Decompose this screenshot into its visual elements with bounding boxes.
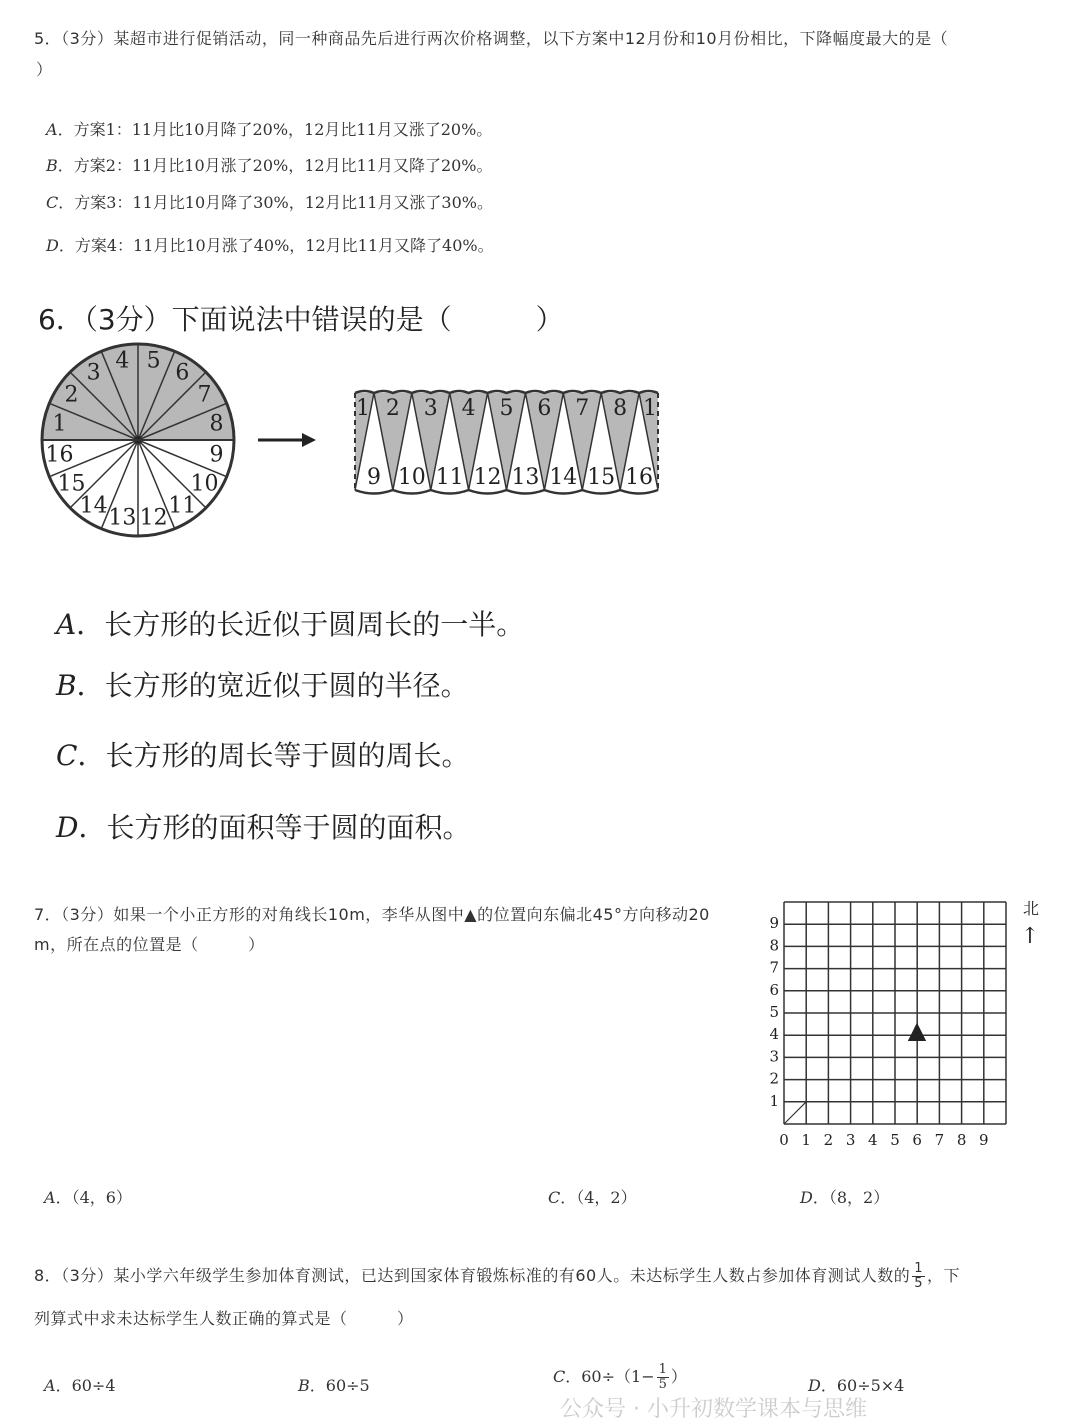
grid-x-label: 4 (868, 1131, 878, 1149)
circle-sector-label: 1 (52, 411, 67, 437)
q8-stem-line1: 8．（3分）某小学六年级学生参加体育测试，已达到国家体育锻炼标准的有60人。未达标学生人数占参加体育测试人数的 $\frac{1}{5}$ ，下 (34, 1261, 961, 1291)
q8-stem-line2: 列算式中求未达标学生人数正确的算式是（ ） (34, 1309, 414, 1328)
strip-bottom-label: 15 (587, 465, 616, 490)
grid-diagonal (784, 1102, 806, 1124)
grid-x-labels (779, 1131, 988, 1149)
grid-x-label: 9 (979, 1131, 989, 1149)
coordinate-grid (784, 902, 1006, 1124)
q7-option-c: C．（4，2） (548, 1188, 637, 1207)
strip-bottom-label: 9 (366, 465, 381, 490)
strip-bottom-label: 12 (473, 465, 502, 490)
grid-x-label: 5 (890, 1131, 900, 1149)
grid-x-label: 6 (912, 1131, 922, 1149)
grid-y-label: 2 (769, 1069, 779, 1088)
watermark: 公众号 · 小升初数学课本与思维 (560, 1397, 867, 1422)
q6-stem: 6．（3分）下面说法中错误的是（ ） (38, 303, 564, 336)
north-label: 北 (1022, 899, 1040, 918)
circle-sector-label: 14 (79, 493, 108, 519)
q8-fraction: $\frac{1}{5}$ (914, 1261, 924, 1291)
strip-bottom-label: 11 (435, 465, 464, 490)
strip-bottom-label: 10 (397, 465, 426, 490)
q7-option-a: A．（4，6） (44, 1188, 132, 1207)
grid-x-label: 8 (956, 1131, 967, 1149)
q6-figure (30, 335, 680, 550)
circle-sector-label: 13 (108, 505, 137, 531)
q7-stem-line1: 7．（3分）如果一个小正方形的对角线长10m，李华从图中▲的位置向东偏北45°方向移动20 (34, 905, 710, 924)
grid-y-label: 9 (769, 914, 779, 933)
strip-top-label: 3 (423, 396, 438, 421)
strip-top-label: 5 (499, 396, 514, 421)
circle-sector-label: 16 (45, 442, 74, 468)
q7-stem-line2: m，所在点的位置是（ ） (34, 935, 265, 954)
grid-x-label: 1 (801, 1131, 811, 1149)
strip-bottom-edge (355, 490, 658, 494)
circle-sector-label: 4 (115, 348, 130, 374)
north-arrow-icon: ↑ (1020, 924, 1040, 949)
grid-x-label: 3 (845, 1131, 856, 1149)
strip-top-label: 7 (575, 396, 590, 421)
strip-top-label: 8 (613, 396, 628, 421)
strip-bottom-label: 13 (511, 465, 540, 490)
q7-option-d: D．（8，2） (800, 1188, 890, 1207)
strip-top-label: 6 (537, 396, 552, 421)
circle-sector-label: 8 (209, 411, 224, 437)
q8-option-a: A．60÷4 (44, 1376, 116, 1395)
q6-option-b: B．长方形的宽近似于圆的半径。 (56, 669, 469, 702)
q8-option-b: B．60÷5 (298, 1376, 370, 1395)
q5-stem-line2: ） (36, 60, 53, 79)
q8-option-d: D．60÷5×4 (808, 1376, 905, 1395)
strip-top-edge (355, 391, 658, 393)
q7-grid-diagram (760, 895, 1050, 1150)
q6-circle-diagram (42, 344, 234, 536)
circle-sector-label: 7 (197, 382, 212, 408)
strip-top-label: 1 (356, 396, 370, 421)
circle-sector-label: 10 (190, 471, 219, 497)
circle-sector-label: 15 (57, 471, 86, 497)
strip-top-label: 2 (385, 396, 400, 421)
strip-bottom-label: 14 (549, 465, 578, 490)
grid-y-label: 8 (769, 936, 779, 955)
q5-stem-line1: 5．（3分）某超市进行促销活动，同一种商品先后进行两次价格调整，以下方案中12月份和10月份相比，下降幅度最大的是（ (34, 29, 949, 48)
grid-y-label: 4 (769, 1025, 779, 1044)
circle-sector-label: 2 (64, 382, 79, 408)
triangle-marker-icon: ▲ (907, 1016, 927, 1044)
grid-x-label: 7 (934, 1131, 945, 1149)
circle-sector-label: 9 (209, 442, 224, 468)
strip-top-label: 1 (643, 396, 657, 421)
grid-y-label: 3 (769, 1047, 779, 1066)
grid-x-label: 2 (823, 1131, 834, 1149)
circle-sector-label: 5 (146, 348, 161, 374)
grid-y-label: 1 (769, 1091, 779, 1110)
grid-x-label: 0 (779, 1131, 789, 1149)
circle-sector-label: 11 (168, 493, 197, 519)
q5-option-d: D．方案4：11月比10月涨了40%，12月比11月又降了40%。 (46, 236, 494, 255)
q6-option-c: C．长方形的周长等于圆的周长。 (56, 739, 470, 772)
circle-sector-label: 3 (86, 360, 101, 386)
strip-bottom-label: 16 (625, 465, 654, 490)
transform-arrow (258, 433, 316, 447)
q6-strip-diagram (355, 391, 658, 494)
q5-option-a: A．方案1：11月比10月降了20%，12月比11月又涨了20%。 (46, 120, 493, 139)
grid-y-label: 6 (769, 980, 779, 999)
q5-option-c: C．方案3：11月比10月降了30%，12月比11月又涨了30%。 (46, 193, 493, 212)
grid-y-label: 7 (769, 958, 779, 977)
strip-top-label: 4 (461, 396, 476, 421)
grid-y-labels (769, 914, 779, 1110)
circle-sector-label: 12 (139, 505, 168, 531)
q6-option-a: A．长方形的长近似于圆周长的一半。 (56, 608, 525, 641)
circle-sector-label: 6 (175, 360, 190, 386)
q6-option-d: D．长方形的面积等于圆的面积。 (56, 811, 471, 844)
grid-y-label: 5 (769, 1003, 779, 1021)
q8-option-c-fraction: $\frac{1}{5}$ (658, 1362, 667, 1392)
q5-option-b: B．方案2：11月比10月涨了20%，12月比11月又降了20%。 (46, 156, 493, 175)
q8-option-c: C．60÷（1− $\frac{1}{5}$ ） (553, 1362, 687, 1392)
